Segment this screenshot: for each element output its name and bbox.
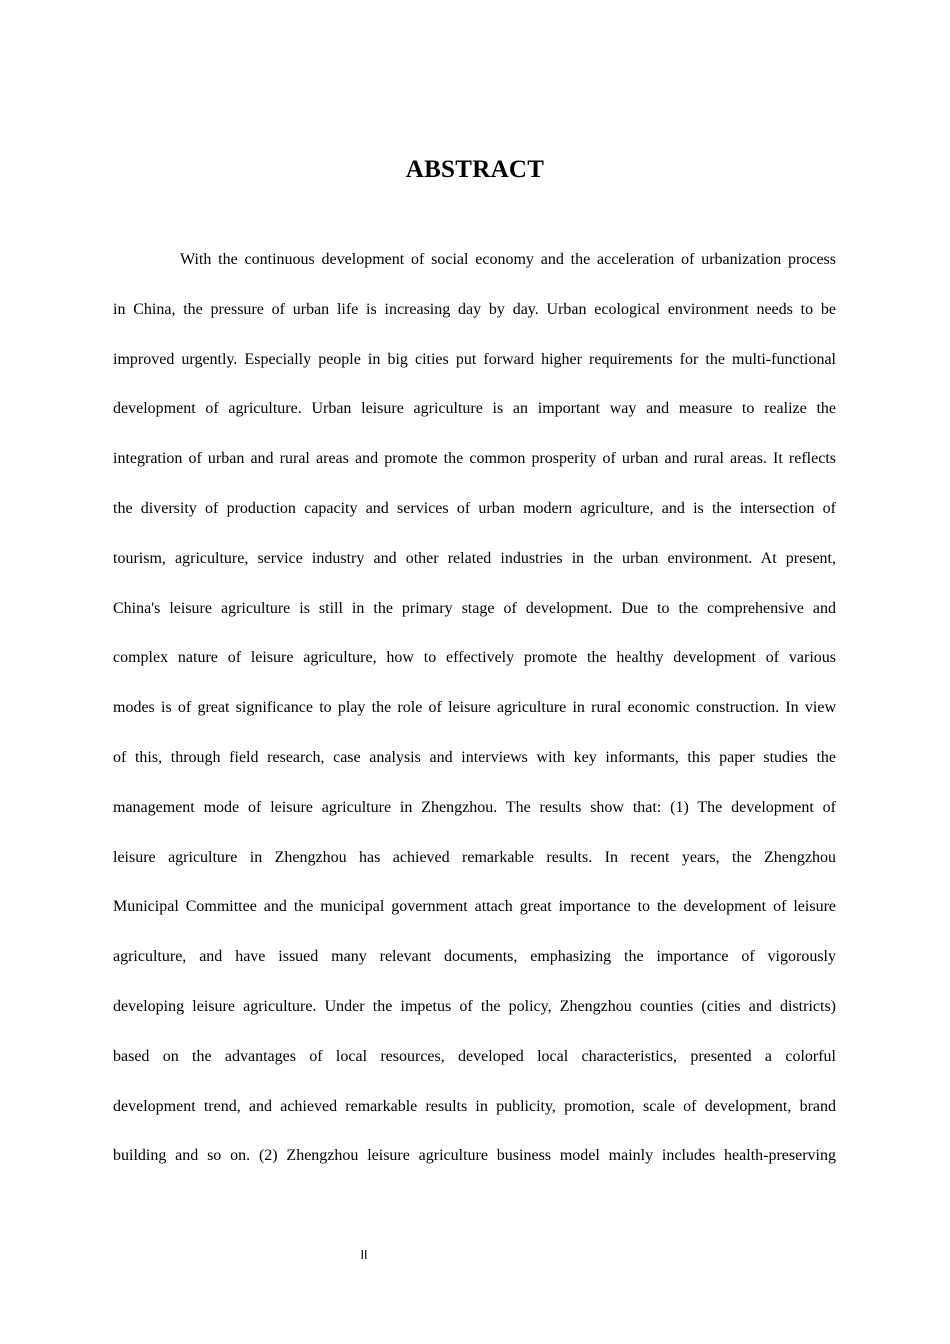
abstract-title: ABSTRACT [405,156,545,183]
body-line: development trend, and achieved remarkable results in publicity, promotion, scale of development, brand [113,1097,836,1115]
body-line: development of agriculture. Urban leisure agriculture is an important way and measure to realize the [113,400,836,418]
abstract-body [113,235,836,1181]
body-line: With the continuous development of social economy and the acceleration of urbanization process [180,251,836,268]
body-line: agriculture, and have issued many relevant documents, emphasizing the importance of vigorously [113,948,836,966]
body-line: China's leisure agriculture is still in the primary stage of development. Due to the comprehensive and [113,599,836,617]
body-line: developing leisure agriculture. Under the impetus of the policy, Zhengzhou counties (cities and districts) [113,997,836,1015]
page-number: II [360,1248,368,1262]
body-line: integration of urban and rural areas and promote the common prosperity of urban and rural areas. It reflects [113,450,836,468]
body-line: tourism, agriculture, service industry and other related industries in the urban environment. At present, [113,549,836,567]
body-line: Municipal Committee and the municipal government attach great importance to the development of leisure [113,898,836,916]
body-line: complex nature of leisure agriculture, how to effectively promote the healthy development of various [113,649,836,667]
body-line: improved urgently. Especially people in big cities put forward higher requirements for the multi-functional [113,350,836,368]
body-line: building and so on. (2) Zhengzhou leisure agriculture business model mainly includes health-preserving [113,1147,836,1165]
body-line: the diversity of production capacity and services of urban modern agriculture, and is the intersection of [113,499,836,517]
body-line: based on the advantages of local resources, developed local characteristics, presented a colorful [113,1047,836,1065]
body-line: modes is of great significance to play the role of leisure agriculture in rural economic construction. In view [113,699,836,717]
body-line: in China, the pressure of urban life is increasing day by day. Urban ecological environment needs to be [113,300,836,318]
body-line: of this, through field research, case analysis and interviews with key informants, this paper studies the [113,748,836,766]
body-line: management mode of leisure agriculture in Zhengzhou. The results show that: (1) The development of [113,798,836,816]
body-line: leisure agriculture in Zhengzhou has achieved remarkable results. In recent years, the Zhengzhou [113,848,836,866]
